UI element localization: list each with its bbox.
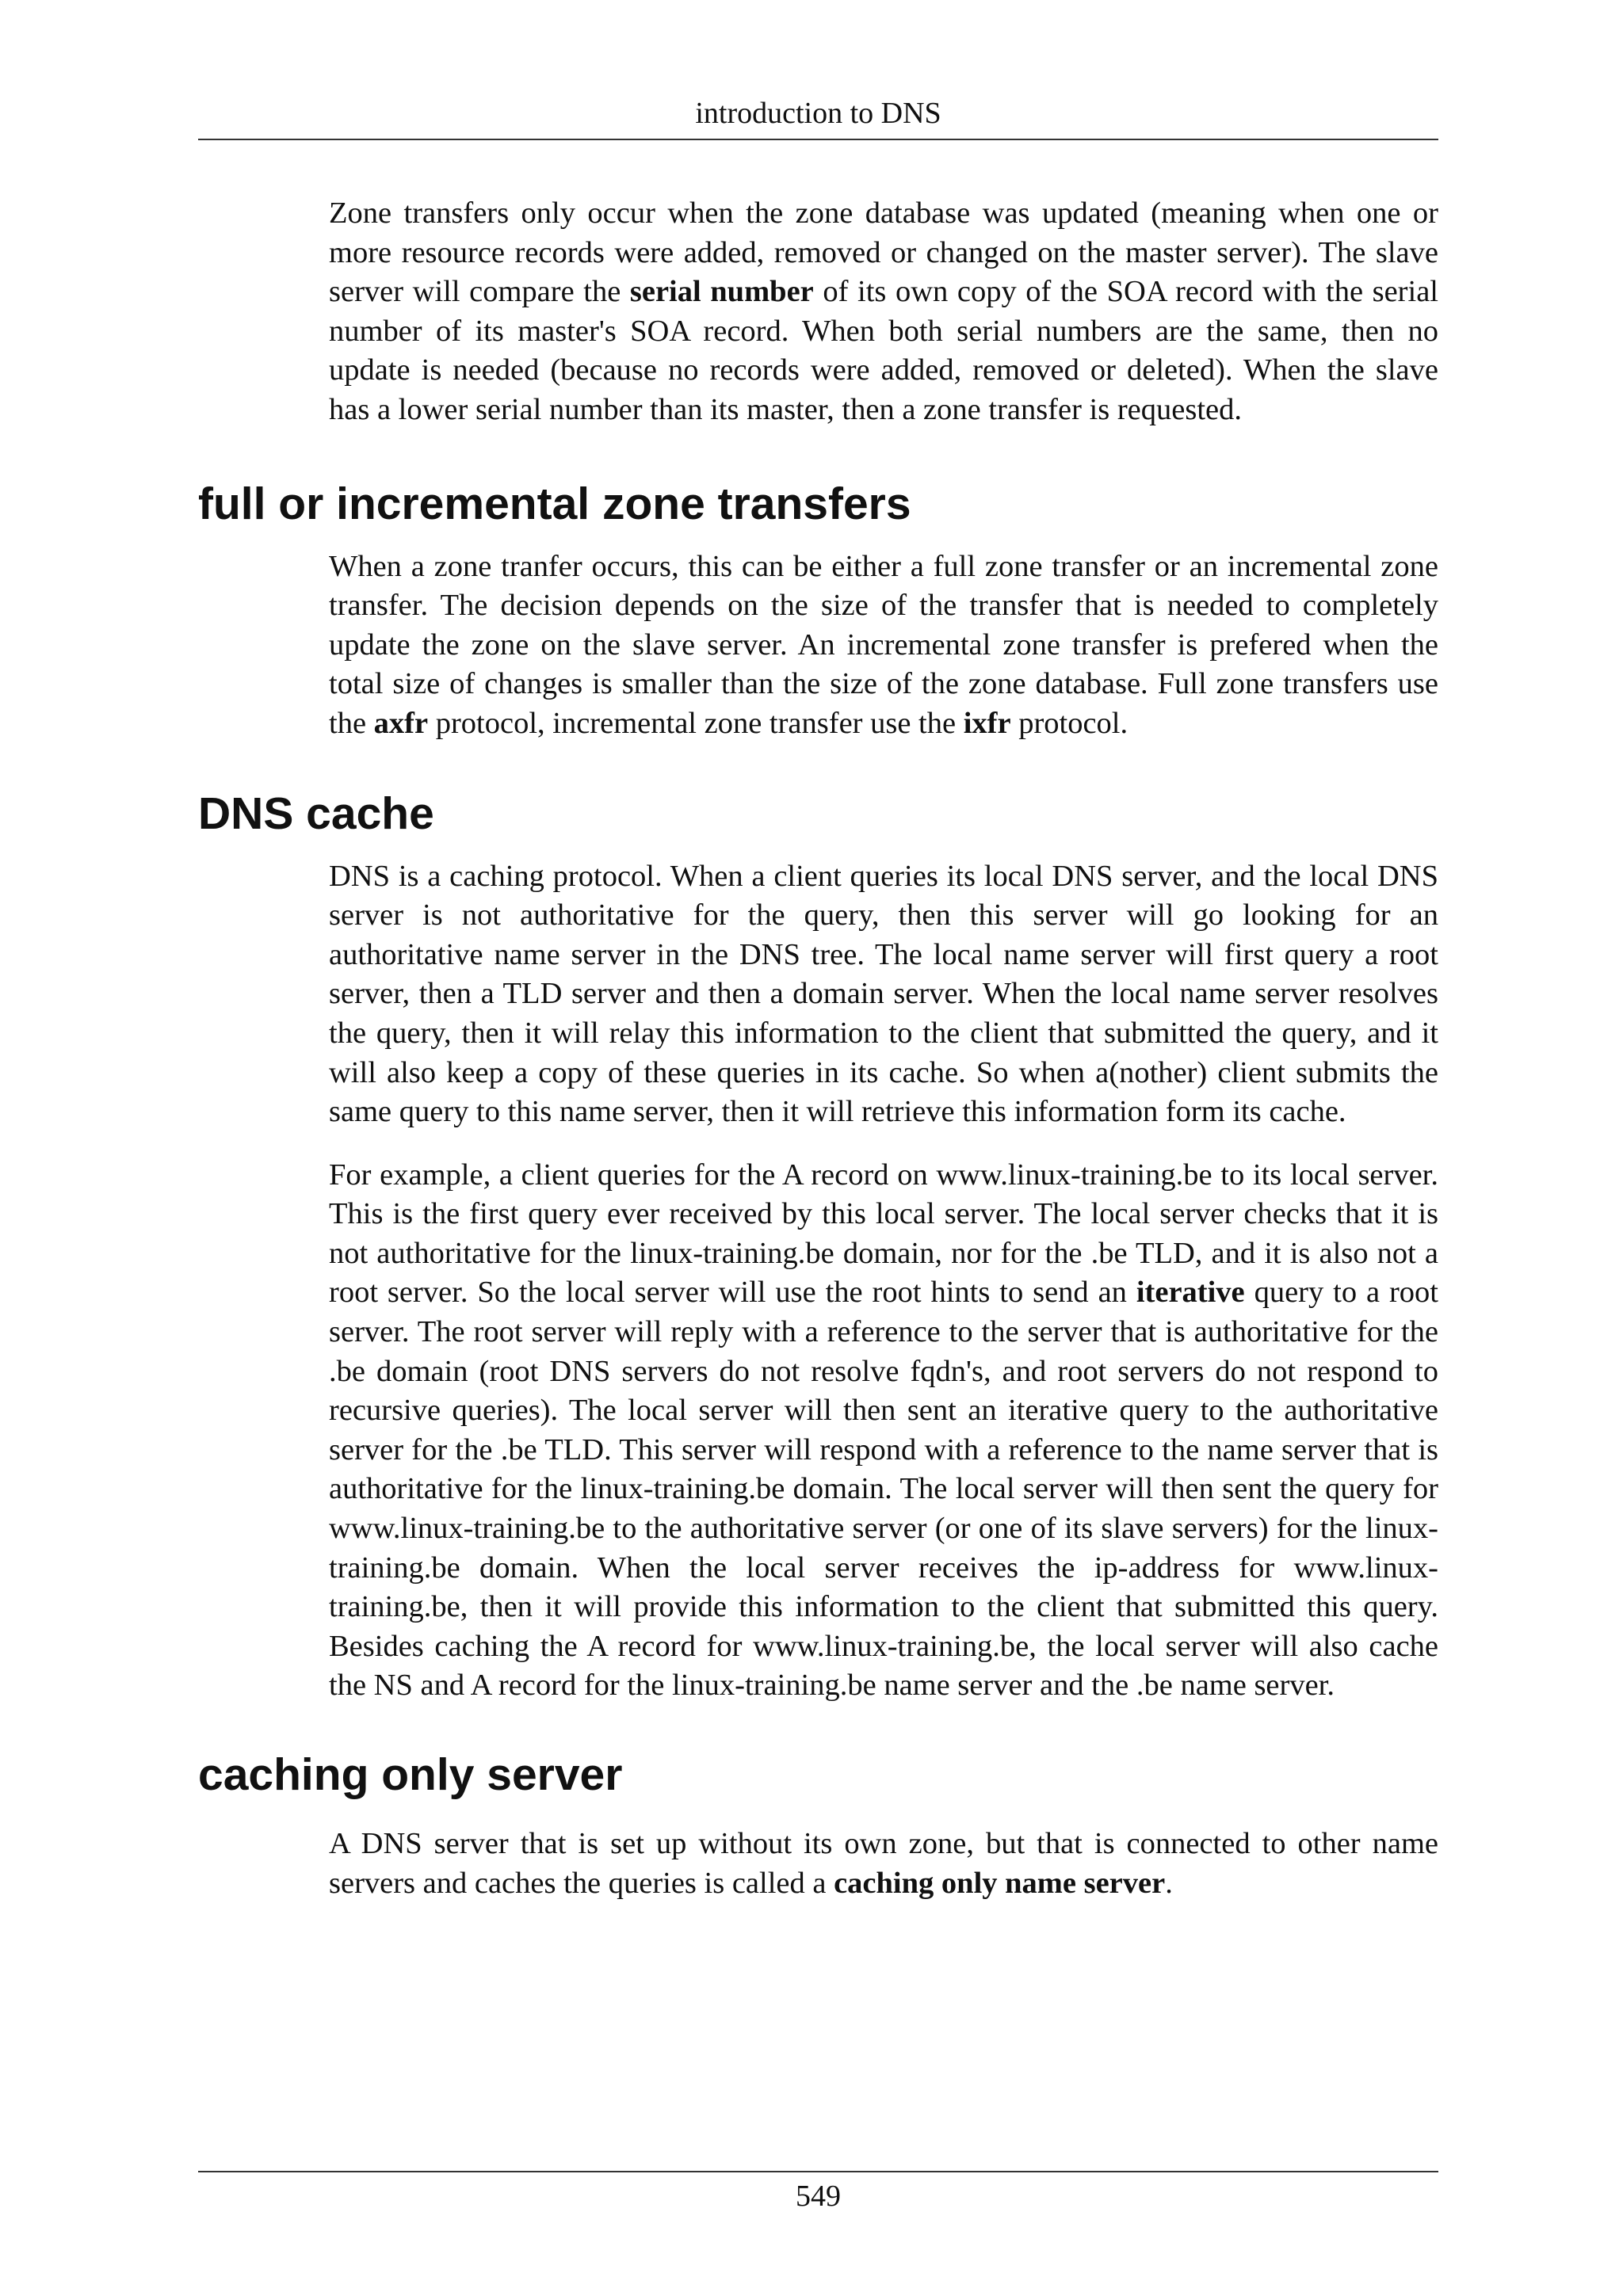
caching-only-paragraph — [329, 1825, 1438, 1903]
running-header: introduction to DNS — [695, 97, 941, 130]
heading-full-or-incremental: full or incremental zone transfers — [198, 478, 911, 529]
ixfr-term: ixfr — [963, 706, 1011, 740]
full-text-continued: protocol, incremental zone transfer use the — [428, 706, 964, 740]
iterative-term: iterative — [1136, 1276, 1245, 1310]
heading-caching-only-server: caching only server — [198, 1749, 623, 1800]
intro-bold-term: serial number — [629, 275, 814, 309]
intro-text-continued: of its own copy of the SOA record with the serial number of its master's SOA record. When both serial numbers are the same, then no update is needed (because no records were added, removed or deleted). When the slave has a lower serial number than its master, then a zone transfer is requested. — [329, 275, 1438, 426]
intro-paragraph — [329, 194, 1438, 430]
heading-dns-cache: DNS cache — [198, 788, 434, 839]
dns-cache-paragraph-1: DNS is a caching protocol. When a client queries its local DNS server, and the local DNS server is not authoritative for the query, then this server will go looking for an authoritative name server in the DNS tree. The local name server will first query a root server, then a TLD server and then a domain server. When the local name server resolves the query, then it will relay this information to the client that submitted the query, and it will also keep a copy of these queries in its cache. So when a(nother) client submits the same query to this name server, then it will retrieve this information form its cache. — [329, 859, 1438, 1129]
caching-only-text-end: . — [1165, 1866, 1173, 1900]
header-rule — [198, 139, 1438, 140]
full-incremental-paragraph — [329, 547, 1438, 744]
caching-only-text: A DNS server that is set up without its own zone, but that is connected to other name servers and caches the queries is called a — [329, 1827, 1438, 1900]
full-text: When a zone tranfer occurs, this can be either a full zone transfer or an incremental zone transfer. The decision depends on the size of the transfer that is needed to completely update the zone on the slave server. An incremental zone transfer is prefered when the total size of changes is smaller than the size of the zone database. Full zone transfers use the — [329, 549, 1438, 740]
axfr-term: axfr — [373, 706, 429, 740]
footer-rule — [198, 2171, 1438, 2172]
full-text-end: protocol. — [1010, 706, 1128, 740]
page-content — [198, 194, 1438, 1903]
intro-text: Zone transfers only occur when the zone database was updated (meaning when one or more resource records were added, removed or changed on the master server). The slave server will compare the — [329, 196, 1438, 309]
cache-example-continued: query to a root server. The root server will reply with a reference to the server that is authoritative for the .be domain (root DNS servers do not resolve fqdn's, and root servers do not respond to recursive queries). The local server will then sent an iterative query to the authoritative server for the .be TLD. This server will respond with a reference to the name server that is authoritative for the linux-training.be domain. The local server will then sent the query for www.linux-training.be to the authoritative server (or one of its slave servers) for the linux-training.be domain. When the local server receives the ip-address for www.linux-training.be, then it will provide this information to the client that submitted this query. Besides caching the A record for www.linux-training.be, the local server will also cache the NS and A record for the linux-training.be name server and the .be name server. — [329, 1276, 1438, 1703]
caching-only-term: caching only name server — [834, 1866, 1166, 1900]
cache-example-text: For example, a client queries for the A record on www.linux-training.be to its local server. This is the first query ever received by this local server. The local server checks that it is not authoritative for the linux-training.be domain, nor for the .be TLD, and it is also not a root server. So the local server will use the root hints to send an — [329, 1158, 1438, 1310]
dns-cache-paragraph-2 — [329, 1156, 1438, 1706]
page-number: 549 — [796, 2180, 841, 2213]
